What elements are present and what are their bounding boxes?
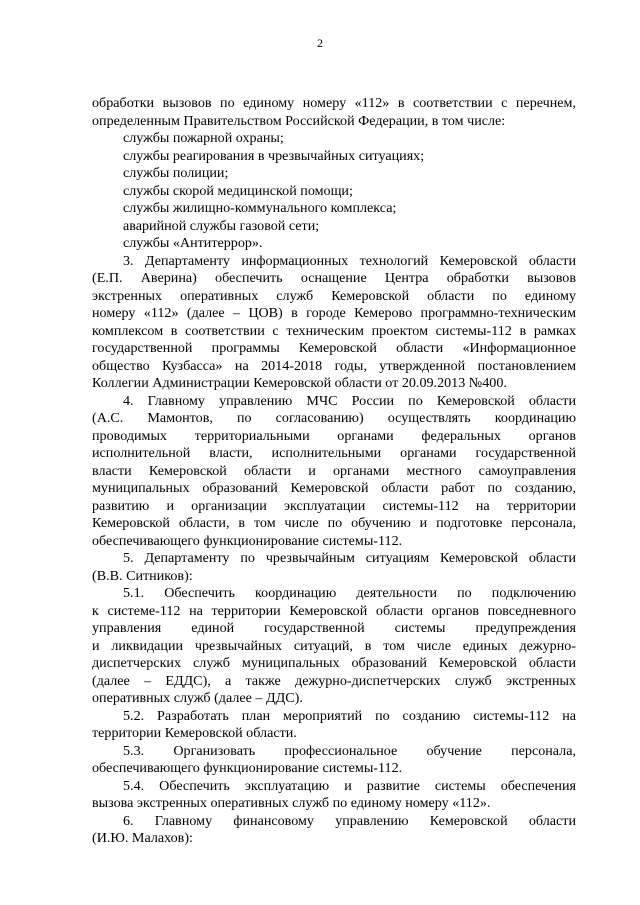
subparagraph-5-1-line: диспетчерских служб муниципальных образований Кемеровской области (92, 655, 576, 671)
subparagraph-5-1-line: управления единой государственной системы предупреждения (92, 620, 576, 636)
subparagraph-5-3-line: 5.3. Организовать профессиональное обучение персонала, (123, 742, 576, 759)
list-item: службы пожарной охраны; (123, 130, 284, 146)
paragraph-4-line: Кемеровской области, в том числе по обучению и подготовке персонала, (92, 515, 576, 531)
list-item: аварийной службы газовой сети; (123, 217, 320, 234)
paragraph-6-line: 6. Главному финансовому управлению Кемеровской области (123, 812, 576, 829)
paragraph-4-line: проводимых территориальными органами федеральных органов (92, 427, 576, 444)
page-number: 2 (317, 36, 323, 50)
subparagraph-5-1-line: и ликвидации чрезвычайных ситуаций, в том числе единых дежурно- (92, 637, 576, 654)
list-item: службы полиции; (123, 165, 229, 181)
text-line: определенным Правительством Российской Федерации, в том числе: (92, 112, 506, 129)
subparagraph-5-2-line: 5.2. Разработать план мероприятий по созданию системы-112 на (123, 707, 576, 724)
paragraph-3-line: номеру «112» (далее – ЦОВ) в городе Кемерово программно-техническим (92, 305, 576, 321)
subparagraph-5-4-line: вызова экстренных оперативных служб по единому номеру «112». (92, 795, 491, 811)
paragraph-5-line: 5. Департаменту по чрезвычайным ситуациям Кемеровской области (123, 550, 576, 566)
paragraph-6-line: (И.Ю. Малахов): (92, 830, 193, 846)
list-item: службы жилищно-коммунального комплекса; (123, 200, 397, 216)
paragraph-5-line: (В.В. Ситников): (92, 567, 193, 584)
paragraph-4-line: 4. Главному управлению МЧС России по Кемеровской области (123, 392, 576, 409)
subparagraph-5-1-line: оперативных служб (далее – ДДС). (92, 690, 303, 706)
subparagraph-5-1-line: к системе-112 на территории Кемеровской области органов повседневного (92, 602, 576, 619)
list-item: службы реагирования в чрезвычайных ситуациях; (123, 147, 425, 164)
paragraph-3-line: 3. Департаменту информационных технологий Кемеровской области (123, 252, 576, 269)
paragraph-3-line: Коллегии Администрации Кемеровской области от 20.09.2013 №400. (92, 375, 507, 391)
paragraph-4-line: обеспечивающего функционирование системы-112. (92, 532, 403, 549)
subparagraph-5-1-line: 5.1. Обеспечить координацию деятельности по подключению (123, 585, 576, 601)
paragraph-3-line: экстренных оперативных служб Кемеровской области по единому (92, 287, 576, 304)
list-item: службы «Антитеррор». (123, 235, 263, 251)
paragraph-4-line: развитию и организации эксплуатации системы-112 на территории (92, 497, 576, 514)
paragraph-4-line: власти Кемеровской области и органами местного самоуправления (92, 462, 576, 479)
paragraph-3-line: (Е.П. Аверина) обеспечить оснащение Центра обработки вызовов (92, 270, 576, 286)
paragraph-4-line: муниципальных образований Кемеровской области работ по созданию, (92, 480, 576, 496)
subparagraph-5-3-line: обеспечивающего функционирование системы-112. (92, 760, 403, 776)
document-body (92, 95, 576, 848)
paragraph-3-line: комплексом в соответствии с техническим проектом системы-112 в рамках (92, 322, 576, 339)
paragraph-4-line: (А.С. Мамонтов, по согласованию) осуществлять координацию (92, 410, 576, 426)
paragraph-4-line: исполнительной власти, исполнительными органами государственной (92, 445, 576, 461)
paragraph-3-line: общество Кузбасса» на 2014-2018 годы, утвержденной постановлением (92, 357, 576, 374)
subparagraph-5-2-line: территории Кемеровской области. (92, 725, 297, 741)
subparagraph-5-4-line: 5.4. Обеспечить эксплуатацию и развитие системы обеспечения (123, 777, 576, 794)
text-line: обработки вызовов по единому номеру «112» в соответствии с перечнем, (92, 95, 576, 111)
list-item: службы скорой медицинской помощи; (123, 182, 353, 199)
paragraph-3-line: государственной программы Кемеровской области «Информационное (92, 340, 576, 356)
subparagraph-5-1-line: (далее – ЕДДС), а также дежурно-диспетчерских служб экстренных (92, 672, 576, 689)
